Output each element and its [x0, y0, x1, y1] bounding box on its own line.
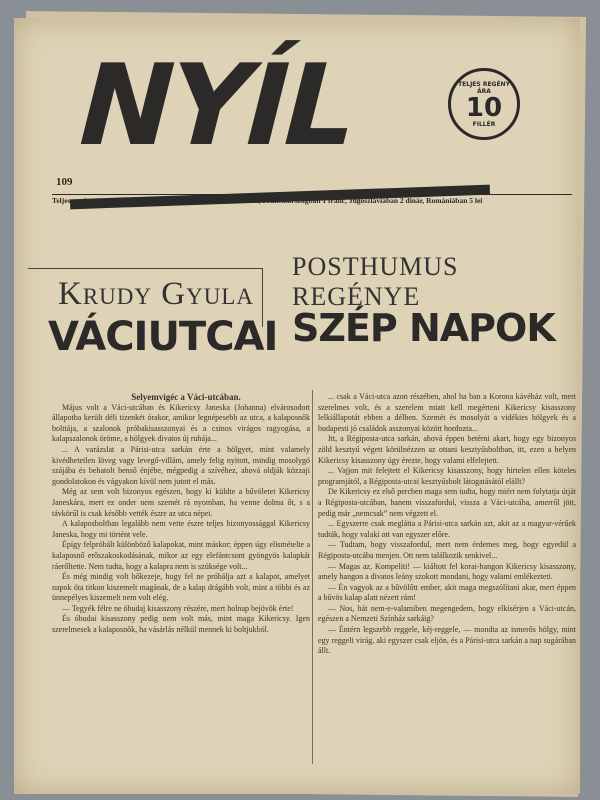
paragraph: ... csak a Váci-utca azon részében, ahol ha ban a Korona kávéház volt, mert szerelmes volt, és a szerelem miatt kell megérteni Kikericsy kisasszony lelkiállapotát ebben a délben. Szemét és mosolyát a vidékies hölgyek és a budapesti jó családok asszonyai között hordozta...: [318, 392, 576, 433]
badge-bottom-text: FILLÉR: [472, 121, 496, 128]
paragraph: Május volt a Váci-utcában és Kikericsy Janeska (Johanna) elvárosodott állapotba került déli tizenkét órakor, amikor legnépesebb az utca, a kalaposnők bolttája, a szalonok próbakisasszonyai és a csinos virágos ragyogása, a kalapszalonok öröme, a hölgyek divatos új ruhája...: [52, 402, 310, 444]
paragraph: — Nos, hát nem-e-valamiben megengedem, hogy elkísérjen a Váci-utcán, egészen a Nemzeti Színház sarkáig?: [318, 603, 576, 624]
price-badge: [448, 68, 520, 140]
paragraph: És óbudai kisasszony pedig nem volt más, mint maga Kikericsy. Igen szerelmesek a kalaposnők, ha vásárlás nélkül mennek ki boltjukból.: [52, 614, 310, 635]
paragraph: És még mindig volt bőkezeje, hogy fel ne próbálja azt a kalapot, amelyet napok óta titkon kiszemelt magának, de a kalap drágább volt, mint a többi és az ünnepélyes kiszemelt nem volt elég.: [52, 572, 310, 603]
author-name: Krudy Gyula: [58, 276, 254, 312]
paragraph: Itt, a Régiposta-utca sarkán, ahová éppen betérni akart, hogy egy bizonyos zöld kesztyű végett körülnézzen az ottani kesztyűsboltban, itt, ezen a helyen Kikericsy kisasszony úgy érezte, hogy valami elfelejtett.: [318, 434, 576, 465]
paragraph: — Magas az, Kompeliti! — kiáltott fel korai-hangon Kikericsy kisasszony, amely hangon a divatos leány szokott mondani, hogy valami emlékezteti.: [318, 561, 576, 582]
paragraph: Még az sem volt bizonyos egészen, hogy ki küldte a bűvöletet Kikericsy Janeskára, mert ez onder nem szemét rá nyomban, ha venne dolma őt, s a távkörűl is csak később vették észre az utca népei.: [52, 487, 310, 518]
paragraph: — Tegyék félre ne öbudaj kisasszony részére, mert holnap bejövök érte!: [62, 603, 294, 613]
paragraph: — Tudtam, hogy visszafordul, mert nem érdemes meg, hogy egyedül a Régiposta-utcába menjen. Ott nem találkozik senkivel...: [318, 540, 576, 560]
column-divider: [312, 390, 313, 764]
paragraph: De Kikericsy ez első percben maga sem tudta, hogy miért nem folytatja útját a Régiposta-utcában, hanem visszafordul, vissza a Váci-utcába, amerről jött, pedig már „nemcsak” nem végzett el.: [318, 487, 576, 518]
title-right: SZÉP NAPOK: [292, 306, 555, 350]
right-column: [318, 392, 576, 657]
title-left: VÁCIUTCAI: [48, 314, 278, 360]
section-subhead: Selyemvigéc a Váci-utcában.: [131, 392, 241, 402]
left-column: [52, 392, 310, 636]
price-line: Teljes regény ára: Ausztriában 20 garas, Csehszlovákiában 1 ČK, Franciaországban 1 franc, Jugoszláviában 2 dinár, Romániában 5 lei: [52, 194, 572, 205]
logo: NYÍL: [63, 41, 369, 171]
paragraph: — Éntérn legszebb reggele, kéj-reggele, — mondta az ismerős hölgy, mint egy reggeli virág, aki egyszer csak eljön, és a Párisi-utca sarkán a nap sugárában állt.: [318, 625, 576, 656]
issue-number: 109: [56, 176, 73, 188]
badge-top-text: TELJES REGÉNY ÁRA: [458, 81, 510, 95]
paragraph: — Én vagyok az a bűvölőtt ember, akit maga megszólítani akar, mert éppen a bűvös kalap alatt nézett rám!: [318, 582, 576, 603]
badge-number: 10: [465, 93, 503, 123]
paragraph: ... Vajjon mit felejtett el Kikericsy kisasszony, hogy hirtelen ellen köteles programjától, a Régiposta-utcai kesztyűsbolt látogatásától elállt?: [318, 466, 576, 486]
headline: [28, 248, 568, 378]
paragraph: ... Egyszerre csak meglátta a Párisi-utca sarkán azt, akit az a magyar-vérűek tudták, hogy valaki ott van egyszer előre.: [318, 519, 576, 539]
paragraph: A kalaposboltban legalább nem vette észre teljes bizonyossággal Kikericsy Janeska, hogy mi történt vele.: [52, 519, 310, 539]
paragraph: ... A varázslat a Párisi-utca sarkán érte a hölgyet, mint valamely kivédhetetlen löveg vagy levegő-villám, amely felig nyitott, mindig mosolygó szájába és behatolt benső énjébe, mégpedig a szívéhez, ahová oldják közzaji gondolatokon és vágyakon kívül nem jutott el más.: [52, 444, 310, 486]
posthumus-label: POSTHUMUS REGÉNYE: [292, 252, 459, 311]
paragraph: Épígy felpróbált különböző kalapokat, mint máskor; éppen úgy elismételte a kalaposnő erőszakoskodásának, mikor az egy elefántcsont gyöngyös kalapkát ráerőltette. Nem tudta, hogy a kalapra nem is szüksége volt...: [52, 540, 310, 571]
